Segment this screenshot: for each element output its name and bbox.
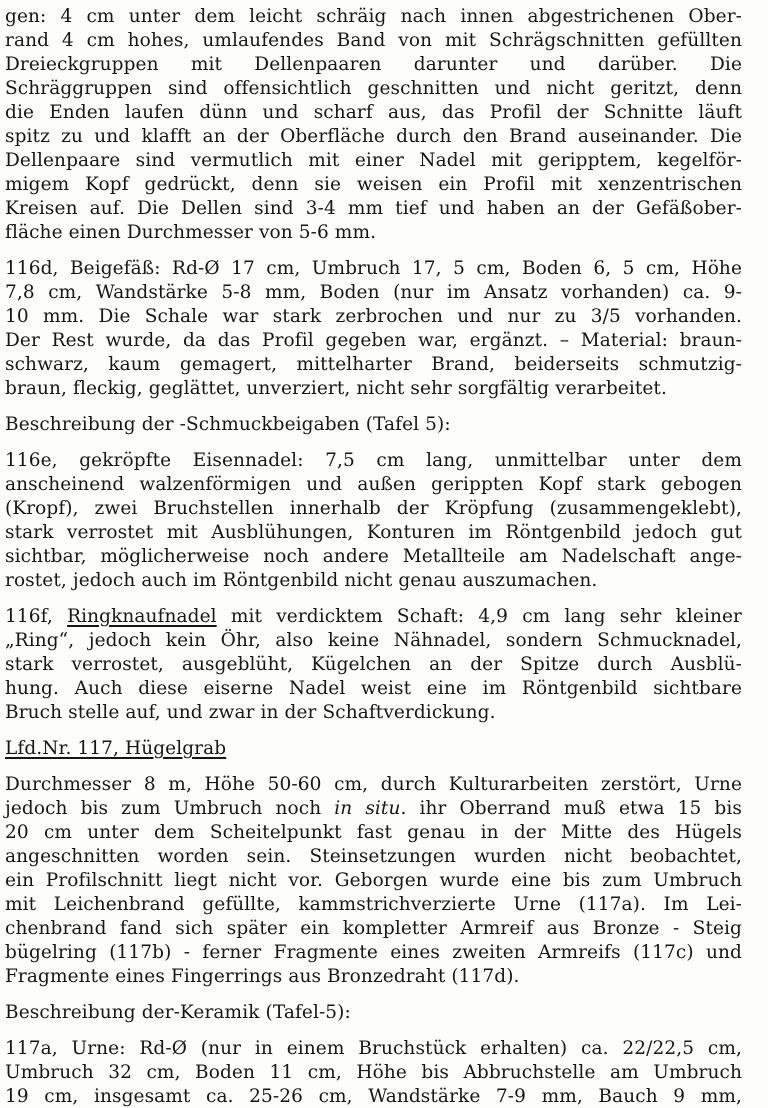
text-segment: stark verrostet mit Ausblühungen, Konturen im Röntgenbild jedoch gut [5, 522, 742, 543]
text-segment: schwarz, kaum gemagert, mittelharter Brand, beiderseits schmutzig- [5, 354, 742, 375]
text-line [5, 1061, 742, 1085]
text-line [5, 5, 742, 29]
text-segment: 116e, gekröpfte Eisennadel: 7,5 cm lang, unmittelbar unter dem [5, 450, 742, 471]
text-line [5, 737, 742, 761]
text-segment: anscheinend walzenförmigen und außen gerippten Kopf stark gebogen [5, 474, 742, 495]
text-line [5, 965, 742, 989]
text-segment: Kreisen auf. Die Dellen sind 3-4 mm tief und haben an der Gefäßober- [5, 198, 742, 219]
text-segment: Durchmesser 8 m, Höhe 50-60 cm, durch Kulturarbeiten zerstört, Urne [5, 774, 742, 795]
text-line [5, 653, 742, 677]
text-segment: jedoch bis zum Umbruch noch [5, 798, 335, 819]
text-segment: chenbrand fand sich später ein kompletter Armreif aus Bronze - Steig [5, 918, 742, 939]
text-segment: 19 cm, insgesamt ca. 25-26 cm, Wandstärke 7-9 mm, Bauch 9 mm, [5, 1086, 742, 1107]
paragraph [5, 449, 742, 593]
text-line [5, 545, 742, 569]
text-segment: (Kropf), zwei Bruchstellen innerhalb der Kröpfung (zusammengeklebt), [5, 498, 742, 519]
text-segment: Der Rest wurde, da das Profil gegeben war, ergänzt. – Material: braun- [5, 330, 742, 351]
text-line [5, 893, 742, 917]
text-line [5, 29, 742, 53]
text-line [5, 677, 742, 701]
text-line [5, 101, 742, 125]
text-segment: Umbruch 32 cm, Boden 11 cm, Höhe bis Abbruchstelle am Umbruch [5, 1062, 742, 1083]
text-line [5, 797, 742, 821]
text-line [5, 281, 742, 305]
paragraph [5, 1037, 742, 1108]
text-segment: mit Leichenbrand gefüllte, kammstrichverzierte Urne (117a). Im Lei- [5, 894, 742, 915]
text-segment: 20 cm unter dem Scheitelpunkt fast genau in der Mitte des Hügels [5, 822, 742, 843]
text-line [5, 521, 742, 545]
text-line [5, 449, 742, 473]
text-segment: gen: 4 cm unter dem leicht schräig nach innen abgestrichenen Ober- [5, 6, 742, 27]
paragraph [5, 5, 742, 245]
text-line [5, 605, 742, 629]
text-line [5, 629, 742, 653]
text-segment: mit verdicktem Schaft: 4,9 cm lang sehr kleiner [216, 606, 742, 627]
text-segment: stark verrostet, ausgeblüht, Kügelchen an der Spitze durch Ausblü- [5, 654, 742, 675]
text-segment: 7,8 cm, Wandstärke 5-8 mm, Boden (nur im Ansatz vorhanden) ca. 9- [5, 282, 742, 303]
text-segment: 10 mm. Die Schale war stark zerbrochen und nur zu 3/5 vorhanden. [5, 306, 742, 327]
text-line [5, 569, 742, 593]
text-line [5, 413, 742, 437]
text-line [5, 497, 742, 521]
text-line [5, 305, 742, 329]
text-segment: hung. Auch diese eiserne Nadel weist eine im Röntgenbild sichtbare [5, 678, 742, 699]
text-line [5, 941, 742, 965]
text-segment: spitz zu und klafft an der Oberfläche durch den Brand auseinander. Die [5, 126, 742, 147]
text-line [5, 377, 742, 401]
text-segment: bügelring (117b) - ferner Fragmente eines zweiten Armreifs (117c) und [5, 942, 742, 963]
paragraph [5, 773, 742, 989]
text-line [5, 53, 742, 77]
text-line [5, 353, 742, 377]
text-segment: Bruch stelle auf, und zwar in der Schaftverdickung. [5, 702, 496, 723]
underlined-text: Ringknaufnadel [67, 606, 217, 627]
text-segment: braun, fleckig, geglättet, unverziert, nicht sehr sorgfältig verarbeitet. [5, 378, 667, 399]
text-segment: rand 4 cm hohes, umlaufendes Band von mit Schrägschnitten gefüllten [5, 30, 742, 51]
text-line [5, 917, 742, 941]
text-line [5, 125, 742, 149]
text-line [5, 869, 742, 893]
text-line [5, 773, 742, 797]
text-line [5, 1085, 742, 1108]
text-line [5, 821, 742, 845]
text-line [5, 197, 742, 221]
text-segment: migem Kopf gedrückt, denn sie weisen ein Profil mit xenzentrischen [5, 174, 742, 195]
text-segment: Fragmente eines Fingerrings aus Bronzedraht (117d). [5, 966, 520, 987]
text-line [5, 257, 742, 281]
text-segment: rostet, jedoch auch im Röntgenbild nicht genau auszumachen. [5, 570, 598, 591]
text-line [5, 329, 742, 353]
section-heading [5, 737, 742, 761]
text-segment: Schräggruppen sind offensichtlich geschnitten und nicht geritzt, denn [5, 78, 742, 99]
text-segment: . ihr Oberrand muß etwa 15 bis [400, 798, 742, 819]
text-line [5, 845, 742, 869]
text-segment: angeschnitten worden sein. Steinsetzungen wurden nicht beobachtet, [5, 846, 742, 867]
section-heading [5, 1001, 742, 1025]
paragraph [5, 605, 742, 725]
italic-text: in situ [334, 798, 401, 819]
text-segment: ein Profilschnitt liegt nicht vor. Geborgen wurde eine bis zum Umbruch [5, 870, 742, 891]
text-line [5, 221, 742, 245]
text-segment: „Ring“, jedoch kein Öhr, also keine Nähnadel, sondern Schmucknadel, [5, 630, 742, 651]
text-line [5, 149, 742, 173]
text-segment: Dreieckgruppen mit Dellenpaaren darunter und darüber. Die [5, 54, 742, 75]
text-segment: Beschreibung der-Keramik (Tafel-5): [5, 1002, 351, 1023]
text-line [5, 701, 742, 725]
text-segment: Dellenpaare sind vermutlich mit einer Nadel mit geripptem, kegelför- [5, 150, 742, 171]
text-segment: 116d, Beigefäß: Rd-Ø 17 cm, Umbruch 17, 5 cm, Boden 6, 5 cm, Höhe [5, 258, 742, 279]
text-line [5, 1037, 742, 1061]
text-segment: sichtbar, möglicherweise noch andere Metallteile am Nadelschaft ange- [5, 546, 742, 567]
text-line [5, 77, 742, 101]
section-heading [5, 413, 742, 437]
text-line [5, 473, 742, 497]
paragraph [5, 257, 742, 401]
text-line [5, 173, 742, 197]
underlined-text: Lfd.Nr. 117, Hügelgrab [5, 738, 227, 759]
text-segment: fläche einen Durchmesser von 5-6 mm. [5, 222, 377, 243]
text-segment: 117a, Urne: Rd-Ø (nur in einem Bruchstück erhalten) ca. 22/22,5 cm, [5, 1038, 742, 1059]
text-segment: 116f, [5, 606, 68, 627]
text-segment: die Enden laufen dünn und scharf aus, das Profil der Schnitte läuft [5, 102, 742, 123]
text-segment: Beschreibung der -Schmuckbeigaben (Tafel 5): [5, 414, 451, 435]
text-line [5, 1001, 742, 1025]
